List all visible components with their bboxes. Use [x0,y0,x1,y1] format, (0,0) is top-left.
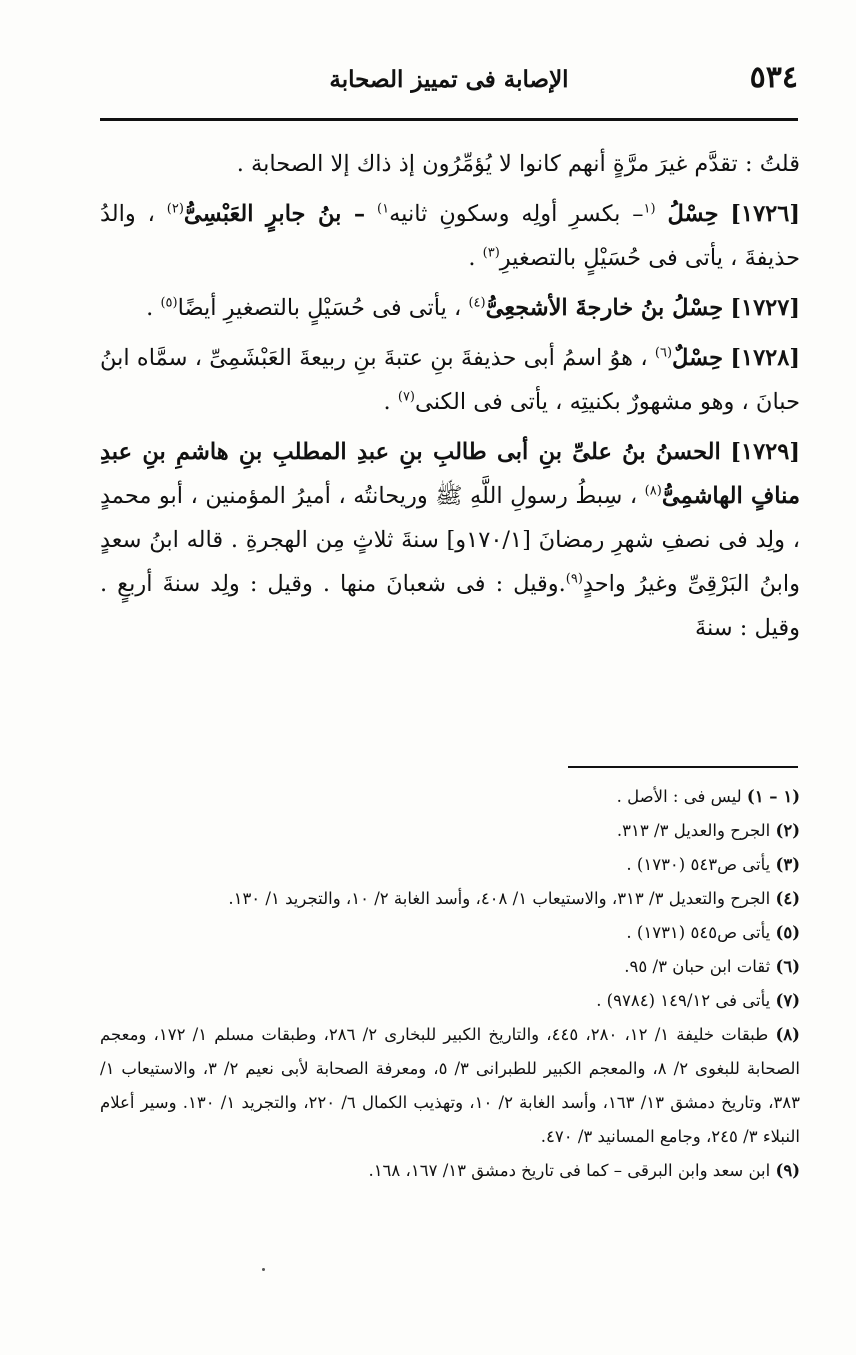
entry-number: [١٧٢٨] [730,345,801,371]
footnote-ref: (٩) [565,571,583,587]
entry-name-continued: – بنُ جابرٍ العَبْسِىُّ [183,201,366,227]
entry-1726 [100,192,800,280]
entry-1727 [100,286,800,330]
entry-number: [١٧٢٩] [730,439,800,465]
footnote-rule [568,766,798,768]
page-number: ٥٣٤ [749,60,798,95]
entry-1729 [100,430,800,650]
footnote-number: (٧) [775,991,800,1010]
footnote-ref: (٦) [654,345,673,361]
running-title: الإصابة فى تمييز الصحابة [329,66,569,93]
footnote-text: يأتى فى ١٤٩/١٢ (٩٧٨٤) . [596,991,771,1010]
footnote-text: ليس فى : الأصل . [616,787,742,806]
footnote [100,1154,800,1188]
entry-1728 [100,336,800,424]
footnote [100,882,800,916]
footnote-ref: (٢) [166,201,184,217]
footnote-number: (١ – ١) [746,787,800,806]
footnote-number: (٨) [775,1025,800,1044]
entry-end: . [468,245,476,271]
paragraph-text: قلتُ : تقدَّم غيرَ مرَّةٍ أنهم كانوا لا يُؤمِّرُون إذ ذاك إلا الصحابة . [236,151,800,177]
entry-number: [١٧٢٦] [730,201,800,227]
footnote-text: طبقات خليفة ١/ ١٢، ٢٨٠، ٤٤٥، والتاريخ الكبير للبخارى ٢/ ٢٨٦، وطبقات مسلم ١/ ١٧٢، ومعجم الصحابة للبغوى ٢/ ٨، والمعجم الكبير للطبرانى ٣/ ٥، ومعرفة الصحابة لأبى نعيم ٢/ ٣، والاستيعاب ١/ ٣٨٣، وتاريخ دمشق ١٣/ ١٦٣، وأسد الغابة ٢/ ١٠، وتهذيب الكمال ٦/ ٢٢٠، والتجريد ١/ ١٣٠. وسير أعلام النبلاء ٣/ ٢٤٥، وجامع المسانيد ٣/ ٤٧٠. [100,1025,800,1146]
footnote [100,780,800,814]
footnote-text: يأتى ص٥٤٣ (١٧٣٠) . [626,855,771,874]
entry-text: ، سِبطُ رسولِ اللَّهِ ﷺ وريحانتُه ، أميرُ المؤمنين ، أبو محمدٍ ، ولِد فى نصفِ شهرِ رمضانَ [١٧٠/١و] سنةَ ثلاثٍ مِن الهجرةِ . قاله ابنُ سعدٍ وابنُ البَرْقِىِّ وغيرُ واحدٍ [100,483,800,597]
footnote-number: (٥) [775,923,800,942]
page-header [100,58,798,116]
footnote-text: الجرح والعديل ٣/ ٣١٣. [616,821,771,840]
footnote-text: ثقات ابن حبان ٣/ ٩٥. [624,957,771,976]
footnote-ref: (٧) [397,389,415,405]
entry-text: – بكسرِ أولِه وسكونِ ثانيه [389,201,644,227]
scan-speck [262,1268,265,1271]
footnote-text: ابن سعد وابن البرقى – كما فى تاريخ دمشق ١٣/ ١٦٧، ١٦٨. [368,1161,771,1180]
footnote [100,1018,800,1154]
footnote-ref: (١ [643,201,656,217]
entry-name: الحسنُ بنُ علىِّ بنِ أبى طالبِ بنِ عبدِ المطلبِ بنِ هاشمِ بنِ عبدِ منافٍ الهاشمِىُّ [100,439,800,509]
footnote-ref: ١) [377,201,390,217]
footnote [100,848,800,882]
header-rule [100,118,798,121]
entry-text: ، هوُ اسمُ أبى حذيفةَ بنِ عتبةَ بنِ ربيعةَ العَبْشَمِىِّ ، سمَّاه ابنُ حبانَ ، وهو مشهورٌ بكنيتِه ، يأتى فى الكنى [100,345,800,415]
footnote-number: (٦) [775,957,800,976]
footnote-ref: (٥) [160,295,178,311]
footnote-number: (٣) [775,855,800,874]
footnote-number: (٩) [775,1161,800,1180]
entry-name: حِسْلُ [667,201,719,227]
footnote [100,950,800,984]
footnote-ref: (٨) [644,483,662,499]
footnote [100,916,800,950]
entry-name: حِسْلُ بنُ خارجةَ الأشجعِىُّ [485,295,724,321]
paragraph-note [100,142,800,186]
footnote [100,814,800,848]
footnote-text: يأتى ص٥٤٥ (١٧٣١) . [626,923,771,942]
entry-end: . [383,389,391,415]
footnote-number: (٢) [775,821,800,840]
entry-text: ، والدُ حذيفةَ ، يأتى فى حُسَيْلٍ بالتصغيرِ [100,201,800,271]
entry-end: . [146,295,154,321]
footnote-number: (٤) [775,889,800,908]
entry-text: ، يأتى فى حُسَيْلٍ بالتصغيرِ أيضًا [177,295,462,321]
entry-text-continued: .وقيل : فى شعبانَ منها . وقيل : ولِد سنةَ أربعٍ . وقيل : سنةَ [100,571,800,641]
footnote-ref: (٤) [468,295,486,311]
entry-number: [١٧٢٧] [730,295,800,321]
main-text [100,142,800,656]
footnote-ref: (٣) [482,245,500,261]
entry-name: حِسْلٌ [672,345,724,371]
footnote [100,984,800,1018]
footnote-text: الجرح والتعديل ٣/ ٣١٣، والاستيعاب ١/ ٤٠٨، وأسد الغابة ٢/ ١٠، والتجريد ١/ ١٣٠. [228,889,771,908]
footnotes [100,780,800,1188]
